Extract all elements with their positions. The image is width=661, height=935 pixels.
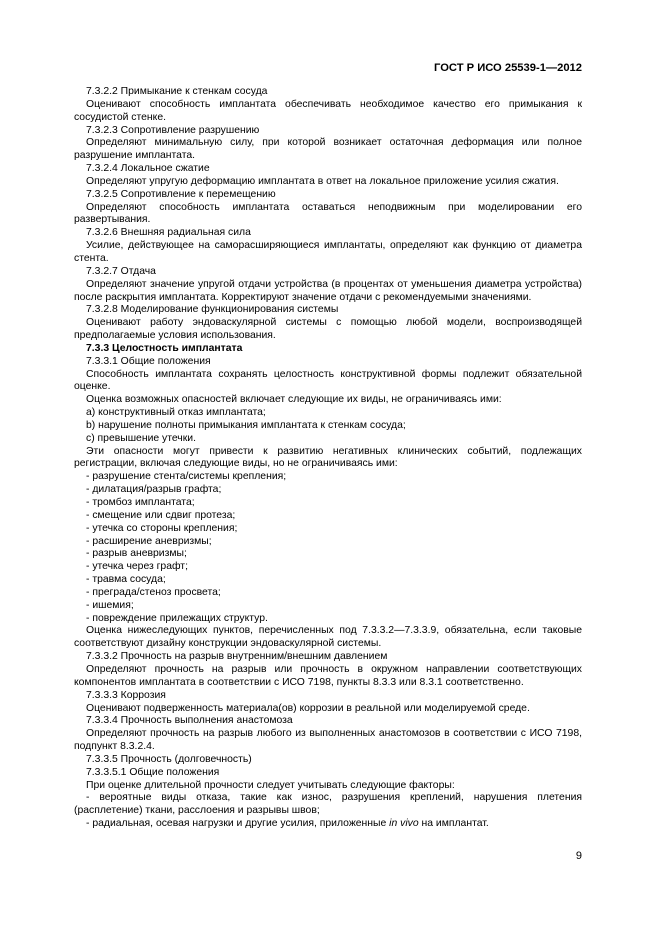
paragraph: Оценивают подверженность материала(ов) коррозии в реальной или моделируемой среде. [86,702,530,714]
paragraph: 7.3.2.5 Сопротивление к перемещению [86,188,276,200]
section-heading: 7.3.3 Целостность имплантата [86,342,243,354]
paragraph: - радиальная, осевая нагрузки и другие усилия, приложенные in vivo на имплантат. [86,818,489,830]
paragraph: Определяют способность имплантата оставаться неподвижным при моделировании его развертывания. [74,201,582,226]
paragraph: - смещение или сдвиг протеза; [86,509,236,521]
paragraph: - разрушение стента/системы крепления; [86,471,287,483]
paragraph: Оценка возможных опасностей включает следующие их виды, не ограничиваясь ими: [86,394,502,406]
paragraph: 7.3.3.2 Прочность на разрыв внутренним/внешним давлением [86,651,388,663]
paragraph: - разрыв аневризмы; [86,548,187,560]
paragraph: а) конструктивный отказ имплантата; [86,407,266,419]
paragraph: - расширение аневризмы; [86,535,212,547]
paragraph: 7.3.2.2 Примыкание к стенкам сосуда [86,86,268,97]
paragraph: с) превышение утечки. [86,432,196,444]
paragraph: b) нарушение полноты примыкания имплантата к стенкам сосуда; [86,419,406,431]
paragraph: 7.3.2.6 Внешняя радиальная сила [86,227,251,239]
paragraph: При оценке длительной прочности следует учитывать следующие факторы: [86,779,455,791]
paragraph: 7.3.3.4 Прочность выполнения анастомоза [86,715,293,727]
paragraph: 7.3.2.4 Локальное сжатие [86,163,210,175]
paragraph: 7.3.3.5.1 Общие положения [86,766,220,778]
paragraph: Определяют минимальную силу, при которой возникает остаточная деформация или полное разрушение имплантата. [74,137,582,162]
paragraph: 7.3.3.5 Прочность (долговечность) [86,753,252,765]
paragraph: Определяют прочность на разрыв любого из выполненных анастомозов в соответствии с ИСО 7198, подпункт 8.3.2.4. [74,728,582,753]
paragraph: Определяют значение упругой отдачи устройства (в процентах от уменьшения диаметра устройства) после раскрытия имплантата. Корректируют значение отдачи с рекомендуемыми значениями. [74,278,582,303]
page-number: 9 [575,850,582,862]
paragraph: - тромбоз имплантата; [86,497,195,508]
paragraph: - травма сосуда; [86,574,166,586]
paragraph: Оценка нижеследующих пунктов, перечисленных под 7.3.3.2—7.3.3.9, обязательна, если таковые соответствуют дизайну конструкции эндоваскулярной системы. [74,625,582,650]
paragraph: - преграда/стеноз просвета; [86,586,221,598]
paragraph: 7.3.2.3 Сопротивление разрушению [86,124,260,136]
paragraph: Оценивают работу эндоваскулярной системы с помощью любой модели, воспроизводящей предполагаемые условия использования. [74,317,582,342]
paragraph: 7.3.2.7 Отдача [86,265,156,277]
document-body [74,86,582,831]
paragraph: 7.3.3.1 Общие положения [86,355,211,367]
paragraph: 7.3.3.3 Коррозия [86,689,166,701]
paragraph: Оценивают способность имплантата обеспечивать необходимое качество его примыкания к сосудистой стенке. [74,98,582,123]
paragraph: - ишемия; [86,599,134,611]
paragraph: Способность имплантата сохранять целостность конструктивной формы подлежит обязательной оценке. [74,368,582,393]
paragraph: Усилие, действующее на саморасширяющиеся имплантаты, определяют как функцию от диаметра стента. [74,240,582,264]
paragraph: Определяют упругую деформацию имплантата в ответ на локальное приложение усилия сжатия. [86,175,559,187]
paragraph: - утечка со стороны крепления; [86,522,238,534]
paragraph: Определяют прочность на разрыв или прочность в окружном направлении соответствующих компонентов имплантата в соответствии с ИСО 7198, пункты 8.3.3 или 8.3.1 соответственно. [74,663,582,688]
paragraph: 7.3.2.8 Моделирование функционирования системы [86,304,339,316]
document-header: ГОСТ Р ИСО 25539-1—2012 [434,62,582,74]
paragraph: - дилатация/разрыв графта; [86,484,222,496]
paragraph: - вероятные виды отказа, такие как износ, разрушения креплений, нарушения плетения (расплетение) ткани, расслоения и разрывы швов; [74,792,582,817]
paragraph: - утечка через графт; [86,561,188,573]
paragraph: Эти опасности могут привести к развитию негативных клинических событий, подлежащих регистрации, включая следующие виды, но не ограничиваясь ими: [74,445,582,470]
paragraph: - повреждение прилежащих структур. [86,612,268,624]
